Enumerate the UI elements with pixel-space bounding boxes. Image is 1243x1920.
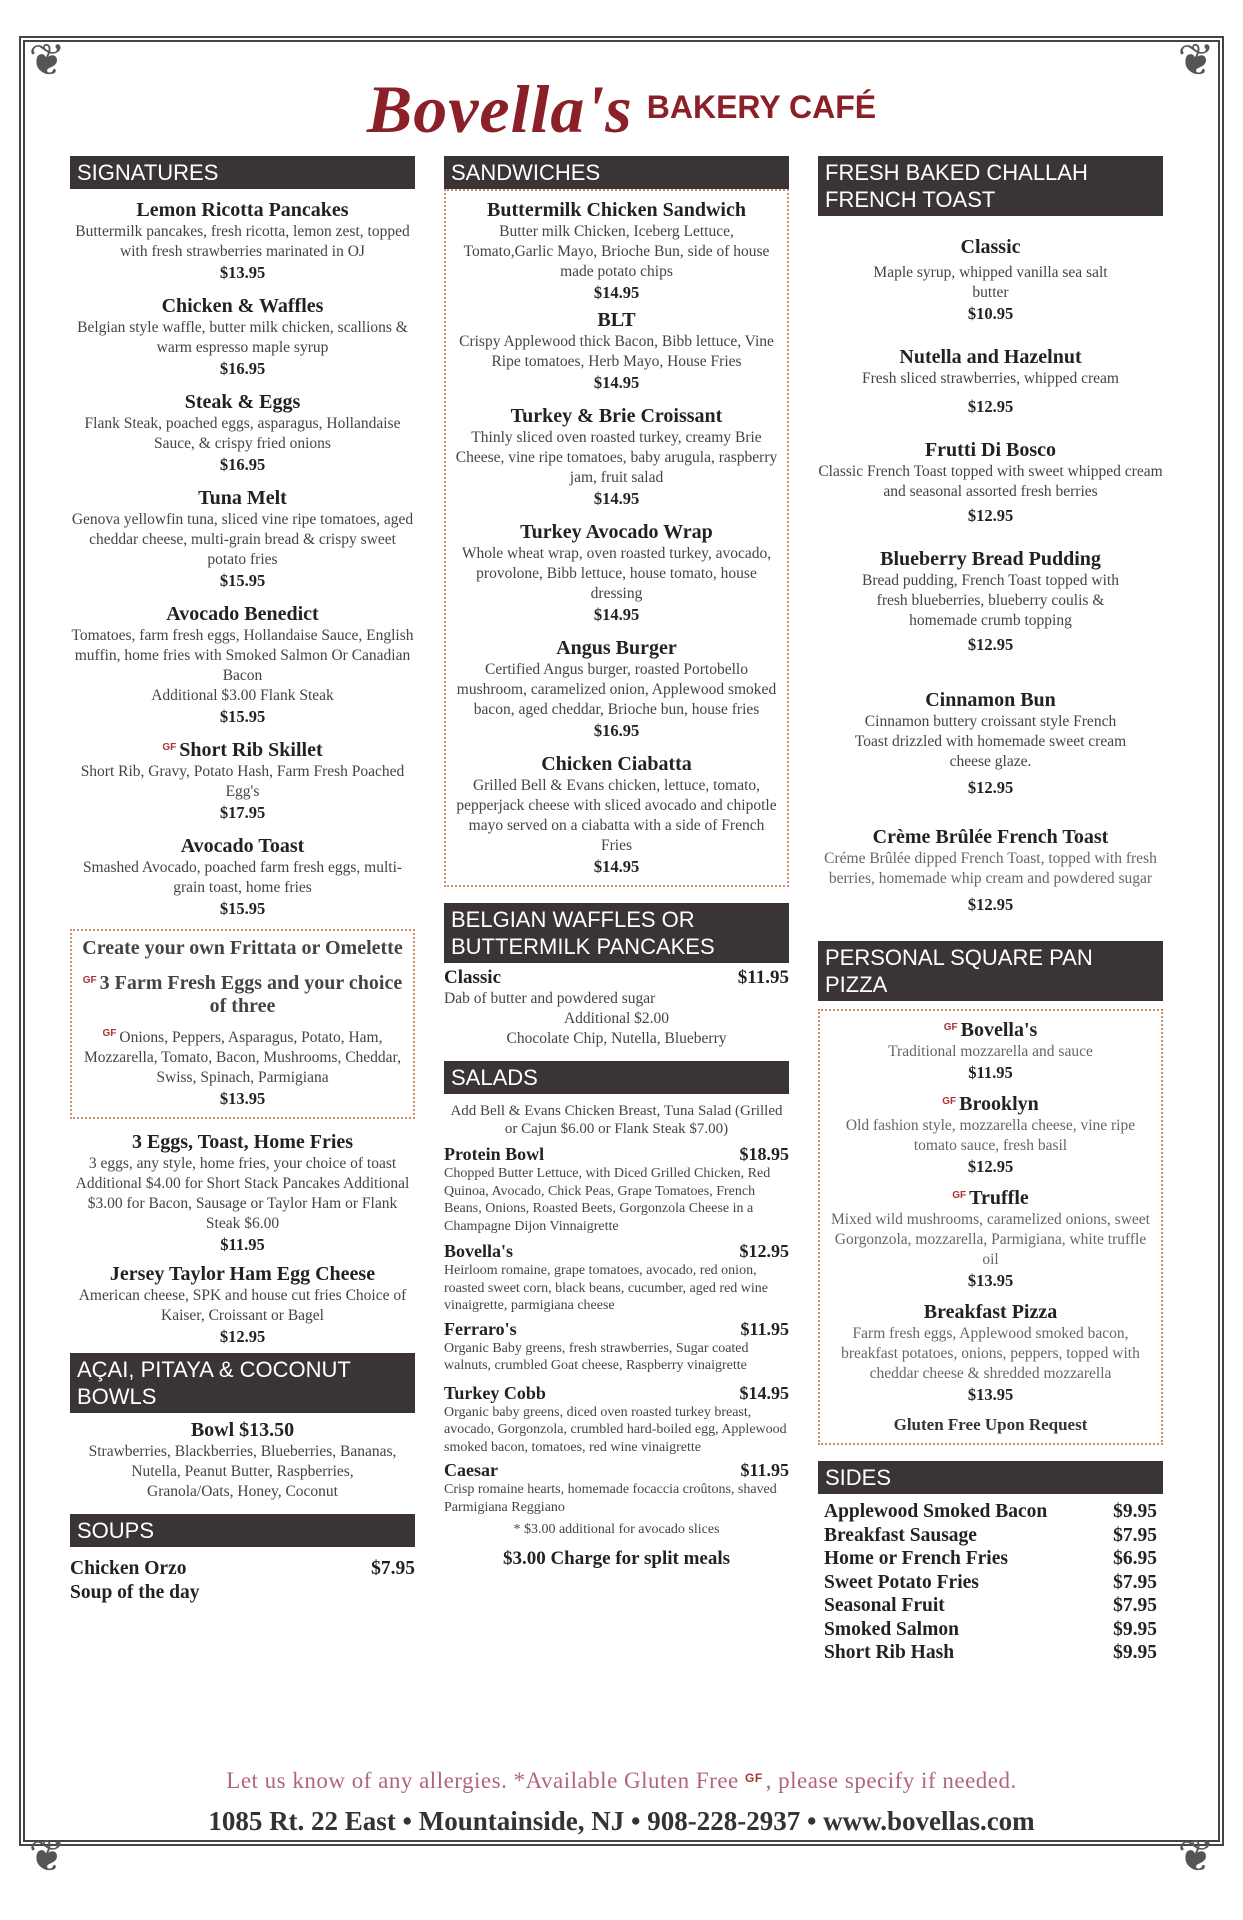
item-name: Crème Brûlée French Toast	[872, 826, 1109, 848]
item-name: Protein Bowl	[444, 1144, 545, 1164]
item-desc: Organic Baby greens, fresh strawberries, Sugar coated walnuts, crumbled Goat cheese, Raspberry vinaigrette	[444, 1340, 749, 1373]
item-name: Blueberry Bread Pudding	[880, 548, 1101, 570]
menu-item	[818, 826, 1163, 915]
menu-item	[454, 637, 779, 741]
item-desc: Créme Brûlée dipped French Toast, topped with fresh berries, homemade whip cream and powdered sugar	[824, 850, 1157, 887]
vine-ornament-icon: ❦	[1177, 1831, 1215, 1882]
item-name: Classic	[444, 967, 501, 988]
item-desc: Whole wheat wrap, oven roasted turkey, avocado, provolone, Bibb lettuce, house tomato, house dressing	[461, 545, 772, 602]
gluten-free-note: Gluten Free Upon Request	[893, 1415, 1088, 1434]
item-desc: 3 eggs, any style, home fries, your choice of toast Additional $4.00 for Short Stack Pancakes Additional $3.00 for Bacon, Sausage or Taylor Ham or Flank Steak $6.00	[75, 1155, 410, 1232]
item-price: $11.95	[968, 1063, 1013, 1082]
item-price: $12.95	[967, 1157, 1014, 1176]
menu-item	[818, 439, 1163, 526]
item-desc: Butter milk Chicken, Iceberg Lettuce, Tomato,Garlic Mayo, Brioche Bun, side of house made potato chips	[463, 223, 770, 280]
section-header-pizza: PERSONAL SQUARE PAN PIZZA	[818, 941, 1163, 1001]
item-name: 3 Eggs, Toast, Home Fries	[131, 1131, 354, 1153]
item-name: Turkey & Brie Croissant	[510, 405, 723, 427]
list-item: Seasonal Fruit $7.95	[824, 1595, 1157, 1616]
frittata-line: $^{GF}$ 3 Farm Fresh Eggs and your choice of three	[82, 972, 403, 1017]
item-name: Angus Burger	[556, 637, 677, 659]
item-price: $14.95	[593, 489, 640, 508]
item-price: $11.95	[220, 1235, 265, 1254]
gluten-free-mark: GF	[952, 1190, 967, 1201]
item-price: $13.95	[967, 1271, 1014, 1290]
item-price: $11.95	[737, 967, 789, 988]
item-desc: Bread pudding, French Toast topped with fresh blueberries, blueberry coulis & homemade crumb topping	[862, 572, 1119, 629]
section-header-soups: SOUPS	[70, 1514, 415, 1547]
item-desc: Organic baby greens, diced oven roasted turkey breast, avocado, Gorgonzola, crumbled hard-boiled egg, Applewood smoked bacon, tomatoes, red wine vinaigrette	[444, 1404, 787, 1455]
gluten-free-mark: GF	[943, 1022, 958, 1033]
item-desc: Smashed Avocado, poached farm fresh eggs, multi-grain toast, home fries	[82, 859, 403, 896]
item-price: $14.95	[593, 605, 640, 624]
item-price: $12.95	[967, 778, 1014, 797]
vine-ornament-icon: ❦	[28, 35, 66, 86]
section-header-waffles: BELGIAN WAFFLES OR BUTTERMILK PANCAKES	[444, 903, 789, 963]
brand-logo	[0, 70, 1243, 149]
item-name: Classic	[960, 236, 1021, 258]
list-item: Applewood Smoked Bacon $9.95	[824, 1501, 1157, 1522]
section-header-challah: FRESH BAKED CHALLAH FRENCH TOAST	[818, 156, 1163, 216]
item-price: $16.95	[219, 455, 266, 474]
gluten-free-mark: GF	[942, 1096, 957, 1107]
frittata-box	[70, 929, 415, 1119]
item-desc: Flank Steak, poached eggs, asparagus, Hollandaise Sauce, & crispy fried onions	[84, 415, 401, 452]
item-desc: Traditional mozzarella and sauce	[888, 1043, 1093, 1060]
item-desc: Farm fresh eggs, Applewood smoked bacon, breakfast potatoes, onions, peppers, topped with cheddar cheese & shredded mozzarella	[841, 1325, 1140, 1382]
menu-item	[454, 309, 779, 393]
item-desc: Dab of butter and powdered sugar	[444, 990, 656, 1007]
salads-note: Add Bell & Evans Chicken Breast, Tuna Salad (Grilled or Cajun $6.00 or Flank Steak $7.00)	[450, 1103, 783, 1137]
section-header-sides: SIDES	[818, 1461, 1163, 1494]
item-price: $16.95	[593, 721, 640, 740]
list-item	[444, 1383, 789, 1457]
item-price: $14.95	[593, 373, 640, 392]
item-desc: Heirloom romaine, grape tomatoes, avocado, red onion, roasted sweet corn, black beans, cucumber, aged red wine vinaigrette, parmigiana cheese	[444, 1263, 769, 1313]
item-price: $10.95	[967, 304, 1014, 323]
section-header-bowls: AÇAI, PITAYA & COCONUT BOWLS	[70, 1353, 415, 1413]
item-price: $12.95	[967, 635, 1014, 654]
item-desc: Certified Angus burger, roasted Portobello mushroom, caramelized onion, Applewood smoked bacon, aged cheddar, Brioche bun, house fries	[456, 661, 777, 718]
waffles-item	[444, 967, 789, 1049]
menu-item	[70, 391, 415, 475]
item-desc: Classic French Toast topped with sweet whipped cream and seasonal assorted fresh berries	[818, 463, 1163, 500]
item-desc: Cinnamon buttery croissant style French Toast drizzled with homemade sweet cream cheese glaze.	[854, 713, 1127, 770]
menu-item	[818, 236, 1163, 324]
item-price: $15.95	[219, 707, 266, 726]
item-desc: Grilled Bell & Evans chicken, lettuce, tomato, pepperjack cheese with sliced avocado and chipotle mayo served on a ciabatta with a side of French Fries	[456, 777, 777, 854]
list-item: Home or French Fries $6.95	[824, 1548, 1157, 1569]
vine-ornament-icon: ❦	[28, 1831, 66, 1882]
brand-script: Bovella's	[366, 71, 633, 147]
list-item: Smoked Salmon $9.95	[824, 1618, 1157, 1640]
sandwiches-box	[444, 189, 789, 887]
sides-list	[818, 1500, 1163, 1665]
gluten-free-mark: GF	[102, 1028, 117, 1039]
item-desc: Belgian style waffle, butter milk chicken, scallions & warm espresso maple syrup	[77, 319, 408, 356]
item-name: Breakfast Pizza	[923, 1301, 1058, 1323]
menu-item	[454, 199, 779, 303]
item-price: $12.95	[967, 397, 1014, 416]
item-price: $14.95	[593, 283, 640, 302]
gluten-free-mark: GF	[745, 1771, 763, 1785]
allergy-notice: Let us know of any allergies. *Available Gluten Free $^{GF}$ , please specify if needed.	[226, 1768, 1017, 1793]
item-price: $11.95	[740, 1318, 789, 1339]
item-name: Chicken & Waffles	[161, 295, 324, 317]
item-desc: Fresh sliced strawberries, whipped cream	[862, 370, 1119, 387]
item-desc: Granola/Oats, Honey, Coconut	[147, 1483, 338, 1500]
item-price: $17.95	[219, 803, 266, 822]
item-extra: Additional $3.00 Flank Steak	[151, 687, 334, 704]
item-price: $12.95	[219, 1327, 266, 1346]
section-header-signatures: SIGNATURES	[70, 156, 415, 189]
item-extra: Additional $2.00	[563, 1010, 670, 1027]
column-middle	[444, 156, 789, 1570]
section-header-sandwiches: SANDWICHES	[444, 156, 789, 189]
item-desc: Crisp romaine hearts, homemade focaccia croûtons, shaved Parmigiana Reggiano	[444, 1482, 777, 1515]
list-item	[444, 1144, 789, 1235]
avocado-note: * $3.00 additional for avocado slices	[513, 1522, 720, 1537]
list-item: Soup of the day	[70, 1581, 200, 1603]
menu-item	[828, 1019, 1153, 1083]
menu-item	[828, 1187, 1153, 1291]
column-left	[70, 156, 415, 1604]
item-name: Cinnamon Bun	[925, 689, 1056, 711]
list-item: Breakfast Sausage $7.95	[824, 1524, 1157, 1546]
item-name: Avocado Toast	[180, 835, 305, 857]
item-price: $16.95	[219, 359, 266, 378]
menu-item	[70, 603, 415, 727]
brand-subtitle: BAKERY CAFÉ	[646, 89, 877, 125]
section-header-salads: SALADS	[444, 1061, 789, 1094]
menu-item	[70, 739, 415, 823]
item-name: Lemon Ricotta Pancakes	[136, 199, 349, 221]
menu-item	[70, 199, 415, 283]
column-right	[818, 156, 1163, 1665]
item-name-row	[70, 739, 415, 762]
item-desc: Old fashion style, mozzarella cheese, vine ripe tomato sauce, fresh basil	[845, 1117, 1136, 1154]
item-name: Chicken Ciabatta	[541, 753, 692, 775]
item-price: $12.95	[967, 895, 1014, 914]
list-item	[444, 1241, 789, 1315]
item-price: $14.95	[593, 857, 640, 876]
item-name: Short Rib Skillet	[179, 739, 323, 761]
gluten-free-mark: GF	[82, 975, 97, 986]
menu-item	[70, 295, 415, 379]
item-desc: Mixed wild mushrooms, caramelized onions, sweet Gorgonzola, mozzarella, Parmigiana, white truffle oil	[831, 1211, 1150, 1268]
item-name: Frutti Di Bosco	[924, 439, 1057, 461]
list-item: Short Rib Hash $9.95	[824, 1642, 1157, 1663]
list-item: Sweet Potato Fries $7.95	[824, 1571, 1157, 1593]
soups-list	[70, 1557, 415, 1604]
menu-item	[70, 835, 415, 919]
item-desc: Short Rib, Gravy, Potato Hash, Farm Fresh Poached Egg's	[80, 763, 405, 800]
menu-item	[70, 1263, 415, 1347]
item-price: $15.95	[219, 899, 266, 918]
menu-item	[454, 521, 779, 625]
item-name: Turkey Avocado Wrap	[520, 521, 713, 543]
item-name: Bowl $13.50	[190, 1419, 295, 1441]
item-price: $13.95	[219, 263, 266, 282]
item-name: BLT	[597, 309, 636, 331]
menu-item	[828, 1301, 1153, 1405]
item-desc: Maple syrup, whipped vanilla sea salt butter	[873, 264, 1108, 301]
item-name: Nutella and Hazelnut	[899, 346, 1082, 368]
menu-item	[818, 689, 1163, 798]
pizza-box	[818, 1009, 1163, 1445]
item-name: Avocado Benedict	[166, 603, 319, 625]
item-name: Truffle	[969, 1187, 1029, 1209]
item-desc: American cheese, SPK and house cut fries Choice of Kaiser, Croissant or Bagel	[78, 1287, 407, 1324]
item-name: Bovella's	[960, 1019, 1038, 1041]
item-name: Caesar	[444, 1460, 498, 1480]
item-desc: Genova yellowfin tuna, sliced vine ripe tomatoes, aged cheddar cheese, multi-grain bread & crispy sweet potato fries	[71, 511, 414, 568]
item-name: Tuna Melt	[198, 487, 287, 509]
item-name: Steak & Eggs	[184, 391, 301, 413]
gluten-free-mark: GF	[162, 742, 177, 753]
item-name: Turkey Cobb	[444, 1382, 546, 1403]
item-name: Buttermilk Chicken Sandwich	[487, 199, 746, 221]
item-price: $12.95	[967, 506, 1014, 525]
item-name: Ferraro's	[444, 1318, 517, 1339]
item-desc: Tomatoes, farm fresh eggs, Hollandaise Sauce, English muffin, home fries with Smoked Salmon Or Canadian Bacon	[71, 627, 414, 684]
item-row	[444, 967, 789, 989]
item-price: $11.95	[740, 1460, 789, 1480]
item-name: Brooklyn	[959, 1093, 1039, 1115]
menu-item	[818, 346, 1163, 417]
frittata-options: $^{GF}$ Onions, Peppers, Asparagus, Potato, Ham, Mozzarella, Tomato, Bacon, Mushrooms, Cheddar, Swiss, Spinach, Parmigiana	[84, 1028, 401, 1086]
split-meal-note: $3.00 Charge for split meals	[502, 1548, 731, 1569]
frittata-title: Create your own Frittata or Omelette	[82, 937, 403, 959]
list-item	[444, 1460, 789, 1516]
menu-item	[70, 487, 415, 591]
item-desc: Chopped Butter Lettuce, with Diced Grilled Chicken, Red Quinoa, Avocado, Chick Peas, Grape Tomatoes, French Beans, Onions, Roasted Beets, Gorgonzola Cheese in a Champagne Dijon Vinnaigrette	[444, 1166, 771, 1234]
item-desc: Strawberries, Blackberries, Blueberries, Bananas, Nutella, Peanut Butter, Raspberries,	[88, 1443, 397, 1480]
item-price: $18.95	[739, 1144, 789, 1164]
address-line: 1085 Rt. 22 East • Mountainside, NJ • 908-228-2937 • www.bovellas.com	[208, 1806, 1035, 1836]
menu-item	[828, 1093, 1153, 1177]
list-item: Chicken Orzo $7.95	[70, 1558, 415, 1579]
item-price: $14.95	[739, 1382, 789, 1403]
menu-item	[454, 753, 779, 877]
item-price: $12.95	[739, 1241, 789, 1261]
menu-item	[818, 548, 1163, 655]
menu-item	[454, 405, 779, 509]
item-price: $13.95	[219, 1089, 266, 1108]
menu-item	[70, 1419, 415, 1502]
item-desc: Thinly sliced oven roasted turkey, creamy Brie Cheese, vine ripe tomatoes, baby arugula, raspberry jam, fruit salad	[455, 429, 778, 486]
item-options: Chocolate Chip, Nutella, Blueberry	[506, 1030, 727, 1047]
item-price: $15.95	[219, 571, 266, 590]
item-price: $13.95	[967, 1385, 1014, 1404]
list-item	[444, 1319, 789, 1375]
item-desc: Buttermilk pancakes, fresh ricotta, lemon zest, topped with fresh strawberries marinated in OJ	[75, 223, 410, 260]
vine-ornament-icon: ❦	[1177, 35, 1215, 86]
menu-item	[70, 1131, 415, 1255]
item-desc: Crispy Applewood thick Bacon, Bibb lettuce, Vine Ripe tomatoes, Herb Mayo, House Fries	[459, 333, 774, 370]
item-name: Jersey Taylor Ham Egg Cheese	[109, 1263, 376, 1285]
item-name: Bovella's	[444, 1241, 514, 1261]
